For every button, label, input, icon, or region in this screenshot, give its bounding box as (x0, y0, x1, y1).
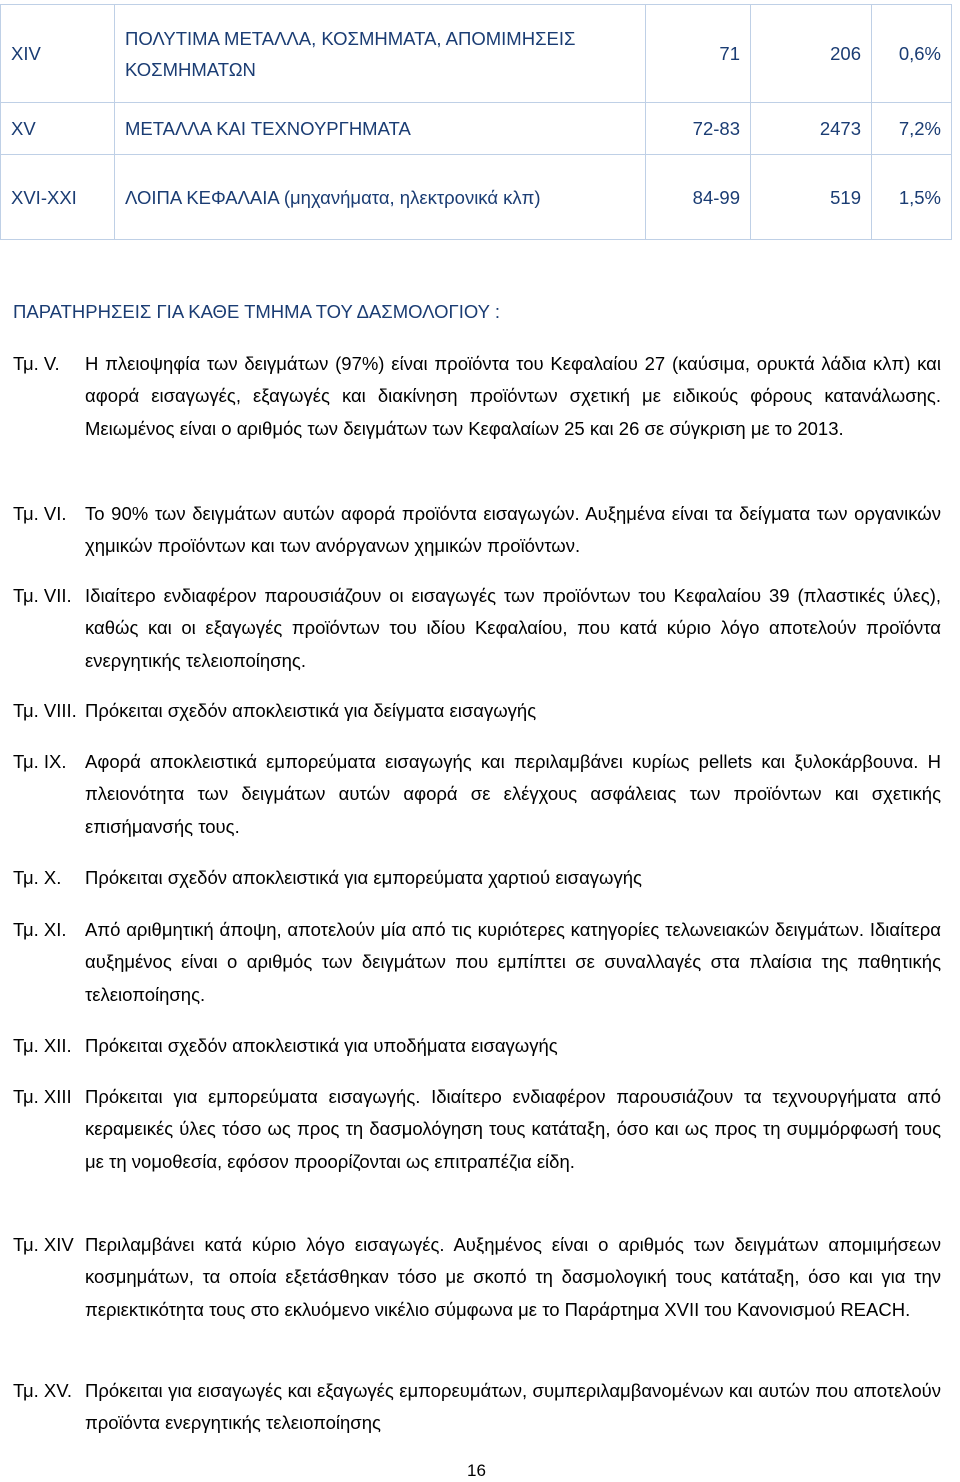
description-cell: ΠΟΛΥΤΙΜΑ ΜΕΤΑΛΛΑ, ΚΟΣΜΗΜΑΤΑ, ΑΠΟΜΙΜΗΣΕΙΣ ΚΟΣΜΗΜΑΤΩΝ (115, 5, 646, 103)
note-label: Τμ. X. (13, 867, 62, 888)
chapters-cell: 71 (646, 5, 751, 103)
note-section-viii (13, 695, 941, 727)
note-text: Το 90% των δειγμάτων αυτών αφορά προϊόντα εισαγωγών. Αυξημένα είναι τα δείγματα των οργανικών χημικών προϊόντων και των ανόργανων χημικών προϊόντων. (85, 503, 941, 557)
note-text: Από αριθμητική άποψη, αποτελούν μία από τις κυριότερες κατηγορίες τελωνειακών δειγμάτων. Ιδιαίτερα αυξημένος είναι ο αριθμός των δειγμάτων που εμπίπτει σε συναλλαγές στα πλαίσια της παθητικής τελειοποίησης. (85, 919, 941, 1005)
note-text: Πρόκειται σχεδόν αποκλειστικά για εμπορεύματα χαρτιού εισαγωγής (85, 867, 642, 888)
count-cell: 519 (751, 155, 872, 240)
note-section-xiv (13, 1229, 941, 1326)
note-section-x (13, 862, 941, 894)
description-cell: ΛΟΙΠΑ ΚΕΦΑΛΑΙΑ (μηχανήματα, ηλεκτρονικά κλπ) (115, 155, 646, 240)
note-section-vi (13, 498, 941, 563)
note-label: Τμ. V. (13, 353, 60, 374)
section-notes-heading: ΠΑΡΑΤΗΡΗΣΕΙΣ ΓΙΑ ΚΑΘΕ ΤΜΗΜΑ ΤΟΥ ΔΑΣΜΟΛΟΓΙΟΥ : (13, 301, 500, 322)
note-text: Πρόκειται σχεδόν αποκλειστικά για υποδήματα εισαγωγής (85, 1035, 558, 1056)
note-text: Η πλειοψηφία των δειγμάτων (97%) είναι προϊόντα του Κεφαλαίου 27 (καύσιμα, ορυκτά λάδια κλπ) και αφορά εισαγωγές, εξαγωγές και διακίνηση προϊόντων σχετική με ειδικούς φόρους κατανάλωσης. Μειωμένος είναι ο αριθμός των δειγμάτων των Κεφαλαίων 25 και 26 σε σύγκριση με το 2013. (85, 353, 941, 439)
note-section-xv (13, 1375, 941, 1440)
count-cell: 206 (751, 5, 872, 103)
note-text: Ιδιαίτερο ενδιαφέρον παρουσιάζουν οι εισαγωγές των προϊόντων του Κεφαλαίου 39 (πλαστικές ύλες), καθώς και οι εξαγωγές προϊόντων του ιδίου Κεφαλαίου, που κατά κύριο λόγο αποτελούν προϊόντα ενεργητικής τελειοποίησης. (85, 585, 941, 671)
chapters-cell: 84-99 (646, 155, 751, 240)
note-section-ix (13, 746, 941, 843)
section-cell: XV (1, 103, 115, 155)
note-section-xii (13, 1030, 941, 1062)
chapters-cell: 72-83 (646, 103, 751, 155)
note-label: Τμ. XIV (13, 1234, 74, 1255)
page-number: 16 (467, 1461, 486, 1480)
note-label: Τμ. VI. (13, 503, 67, 524)
percent-cell: 7,2% (872, 103, 952, 155)
description-cell: ΜΕΤΑΛΛΑ ΚΑΙ ΤΕΧΝΟΥΡΓΗΜΑΤΑ (115, 103, 646, 155)
sections-table (0, 4, 952, 240)
note-section-vii (13, 580, 941, 677)
note-text: Πρόκειται σχεδόν αποκλειστικά για δείγματα εισαγωγής (85, 700, 537, 721)
section-cell: XVI-XXI (1, 155, 115, 240)
note-label: Τμ. XI. (13, 919, 67, 940)
note-section-xi (13, 914, 941, 1011)
percent-cell: 1,5% (872, 155, 952, 240)
table-row (1, 155, 952, 240)
count-cell: 2473 (751, 103, 872, 155)
table-row (1, 5, 952, 103)
note-label: Τμ. VIII. (13, 700, 77, 721)
percent-cell: 0,6% (872, 5, 952, 103)
note-section-xiii (13, 1081, 941, 1178)
note-text: Πρόκειται για εισαγωγές και εξαγωγές εμπορευμάτων, συμπεριλαμβανομένων και αυτών που αποτελούν προϊόντα ενεργητικής τελειοποίησης (85, 1380, 941, 1434)
note-text: Πρόκειται για εμπορεύματα εισαγωγής. Ιδιαίτερο ενδιαφέρον παρουσιάζουν τα τεχνουργήματα από κεραμεικές ύλες τόσο ως προς τη δασμολόγηση τους κατάταξη, όσο και ως προς τη συμμόρφωσή τους με τη νομοθεσία, εφόσον προορίζονται ως επιτραπέζια είδη. (85, 1086, 941, 1172)
note-label: Τμ. XIII (13, 1086, 72, 1107)
table-row (1, 103, 952, 155)
section-cell: XIV (1, 5, 115, 103)
note-label: Τμ. XV. (13, 1380, 73, 1401)
note-section-v (13, 348, 941, 445)
note-label: Τμ. IX. (13, 751, 67, 772)
note-label: Τμ. VII. (13, 585, 72, 606)
note-text: Αφορά αποκλειστικά εμπορεύματα εισαγωγής και περιλαμβάνει κυρίως pellets και ξυλοκάρβουνα. Η πλειονότητα των δειγμάτων αυτών αφορά σε ελέγχους ασφάλειας των προϊόντων και σχετικής επισήμανσής τους. (85, 751, 941, 837)
note-label: Τμ. XII. (13, 1035, 72, 1056)
note-text: Περιλαμβάνει κατά κύριο λόγο εισαγωγές. Αυξημένος είναι ο αριθμός των δειγμάτων απομιμήσεων κοσμημάτων, τα οποία εξετάσθηκαν τόσο με σκοπό τη δασμολογική τους κατάταξη, όσο και για την περιεκτικότητα τους στο εκλυόμενο νικέλιο σύμφωνα με το Παράρτημα XVII του Κανονισμού REACH. (85, 1234, 941, 1320)
